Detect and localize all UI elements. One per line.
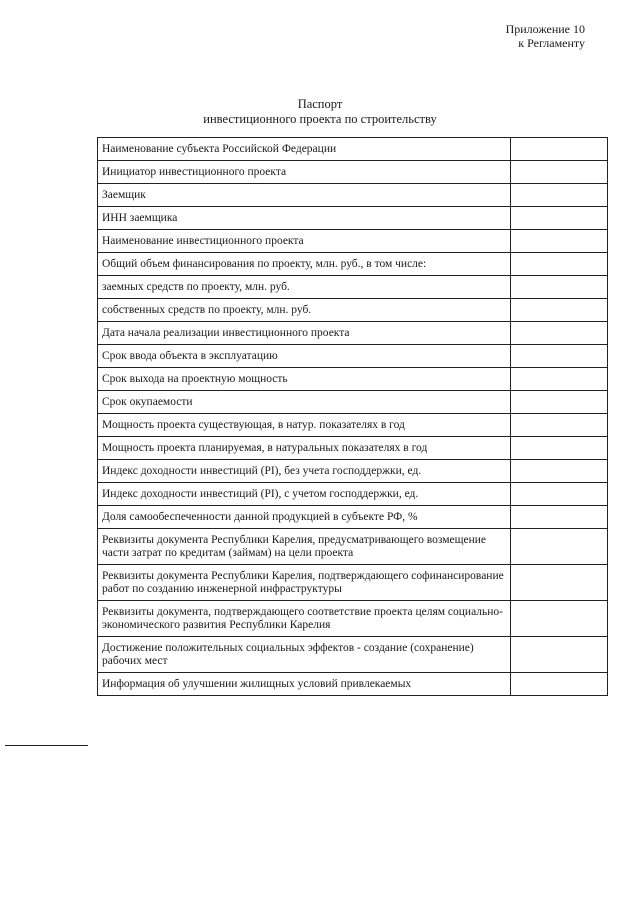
row-label: Наименование субъекта Российской Федерации — [98, 138, 511, 161]
table-row — [98, 368, 608, 391]
table-row — [98, 299, 608, 322]
title-subtitle: инвестиционного проекта по строительству — [203, 112, 437, 126]
row-label: Наименование инвестиционного проекта — [98, 230, 511, 253]
row-label: Реквизиты документа, подтверждающего соответствие проекта целям социально-экономического развития Республики Карелия — [98, 601, 511, 637]
appendix-regulation: к Регламенту — [518, 36, 585, 50]
row-label: заемных средств по проекту, млн. руб. — [98, 276, 511, 299]
row-value-field[interactable] — [511, 506, 608, 529]
table-row — [98, 207, 608, 230]
row-value-field[interactable] — [511, 437, 608, 460]
row-value-field[interactable] — [511, 230, 608, 253]
table-row — [98, 506, 608, 529]
table-row — [98, 322, 608, 345]
row-label: Индекс доходности инвестиций (PI), без учета господдержки, ед. — [98, 460, 511, 483]
row-value-field[interactable] — [511, 529, 608, 565]
table-row — [98, 483, 608, 506]
row-label: Срок выхода на проектную мощность — [98, 368, 511, 391]
table-row — [98, 673, 608, 696]
row-value-field[interactable] — [511, 207, 608, 230]
table-row — [98, 601, 608, 637]
appendix-reference — [506, 22, 585, 50]
row-label: Общий объем финансирования по проекту, млн. руб., в том числе: — [98, 253, 511, 276]
passport-table — [97, 137, 608, 696]
row-value-field[interactable] — [511, 565, 608, 601]
row-label: Достижение положительных социальных эффектов - создание (сохранение) рабочих мест — [98, 637, 511, 673]
table-row — [98, 184, 608, 207]
table-row — [98, 276, 608, 299]
table-row — [98, 414, 608, 437]
table-row — [98, 230, 608, 253]
row-value-field[interactable] — [511, 322, 608, 345]
row-value-field[interactable] — [511, 184, 608, 207]
row-value-field[interactable] — [511, 345, 608, 368]
document-title — [0, 97, 640, 127]
title-main: Паспорт — [297, 97, 343, 111]
row-value-field[interactable] — [511, 483, 608, 506]
row-value-field[interactable] — [511, 368, 608, 391]
table-row — [98, 460, 608, 483]
table-row — [98, 637, 608, 673]
footnote-separator — [5, 745, 88, 746]
table-row — [98, 345, 608, 368]
row-label: Реквизиты документа Республики Карелия, подтверждающего софинансирование работ по созданию инженерной инфраструктуры — [98, 565, 511, 601]
row-label: Мощность проекта планируемая, в натуральных показателях в год — [98, 437, 511, 460]
row-value-field[interactable] — [511, 253, 608, 276]
row-value-field[interactable] — [511, 673, 608, 696]
row-label: Срок окупаемости — [98, 391, 511, 414]
table-row — [98, 391, 608, 414]
table-row — [98, 138, 608, 161]
row-label: Заемщик — [98, 184, 511, 207]
table-row — [98, 161, 608, 184]
row-label: собственных средств по проекту, млн. руб. — [98, 299, 511, 322]
row-value-field[interactable] — [511, 299, 608, 322]
row-label: ИНН заемщика — [98, 207, 511, 230]
row-label: Доля самообеспеченности данной продукцией в субъекте РФ, % — [98, 506, 511, 529]
row-label: Инициатор инвестиционного проекта — [98, 161, 511, 184]
row-label: Мощность проекта существующая, в натур. показателях в год — [98, 414, 511, 437]
row-label: Дата начала реализации инвестиционного проекта — [98, 322, 511, 345]
row-value-field[interactable] — [511, 637, 608, 673]
row-label: Реквизиты документа Республики Карелия, предусматривающего возмещение части затрат по кредитам (займам) на цели проекта — [98, 529, 511, 565]
table-row — [98, 253, 608, 276]
row-value-field[interactable] — [511, 460, 608, 483]
appendix-number: Приложение 10 — [505, 22, 585, 36]
row-value-field[interactable] — [511, 138, 608, 161]
table-row — [98, 565, 608, 601]
row-value-field[interactable] — [511, 601, 608, 637]
row-value-field[interactable] — [511, 276, 608, 299]
row-value-field[interactable] — [511, 391, 608, 414]
table-row — [98, 529, 608, 565]
row-value-field[interactable] — [511, 161, 608, 184]
row-label: Индекс доходности инвестиций (PI), с учетом господдержки, ед. — [98, 483, 511, 506]
row-label: Информация об улучшении жилищных условий привлекаемых — [98, 673, 511, 696]
row-value-field[interactable] — [511, 414, 608, 437]
row-label: Срок ввода объекта в эксплуатацию — [98, 345, 511, 368]
table-row — [98, 437, 608, 460]
